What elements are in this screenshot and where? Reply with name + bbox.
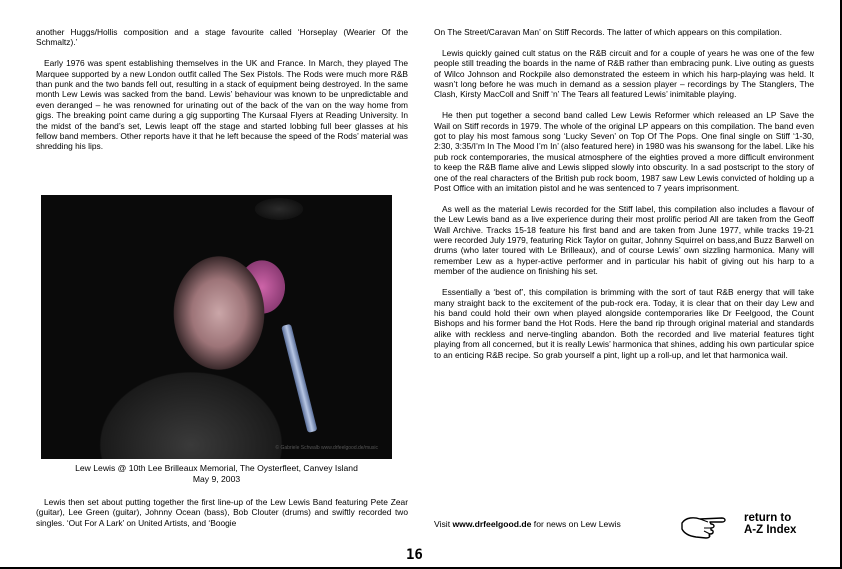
- right-paragraph-2: Lewis quickly gained cult status on the R&B circuit and for a couple of years he was one of the few people still treading the boards in the name of R&B rather than embracing punk. Live outing as guests of Wilco Johnson and Rockpile also demonstrated the esteem in which his harp-playing was held. It wasn’t long before he was much in demand as a session player – recordings by The Stanglers, The Clash, Kirsty MacColl and Sniff ‘n’ The Tears all featured Lewis’ inimitable playing.: [434, 47, 814, 100]
- return-to-index-button[interactable]: [680, 507, 820, 541]
- visit-line: [434, 519, 621, 529]
- left-column-bottom: [36, 497, 408, 539]
- right-paragraph-5: Essentially a ‘best of’, this compilation is brimming with the sort of taut R&B energy that will take many straight back to the excitement of the pub-rock era. Today, it is clear that on their day Lew and his band could hold their own when played alongside contemporaries like Dr Feelgood, the Count Bishops and his former band the Hot Rods. Here the band rip through original material and standards alike with reckless and nerve-tingling abandon. Both the recorded and live material features tight playing from all concerned, but it is really Lewis’ harmonica that shines, adding his own particular spice to an enticing R&B recipe. So grab yourself a pint, light up a roll-up, and let that harmonica wail.: [434, 287, 815, 360]
- left-paragraph-3: Lewis then set about putting together the first line-up of the Lew Lewis Band featuring Pete Zear (guitar), Lee Green (guitar), Johnny Ocean (bass), Bob Clouter (drums) and swiftly recorded two singles. ‘Out For A Lark’ on United Artists, and ‘Boogie: [36, 497, 408, 528]
- photo-caption: [41, 463, 392, 485]
- right-paragraph-4: As well as the material Lewis recorded for the Stiff label, this compilation also includes a flavour of the Lew Lewis band as a live experience during their most prolific period All are taken from the Geoff Wall Archive. Tracks 15-18 feature his first band and are taken from June 1977, while tracks 19-21 were recorded July 1979, featuring Rick Taylor on guitar, Johnny Squirrel on bass,and Buzz Barwell on drums (who later toured with Le Brilleaux), and of course Lewis’ own sizzling harmonica. Many will remember Lew as a hyper-active performer and in particular his habit of giving out his harp to a member of the audience on finishing his set.: [434, 203, 814, 277]
- pointing-hand-icon: [680, 509, 738, 539]
- visit-prefix: Visit: [434, 519, 453, 529]
- return-line-2: A-Z Index: [744, 524, 797, 536]
- return-label: [744, 512, 796, 537]
- left-paragraph-1: another Huggs/Hollis composition and a stage favourite called ‘Horseplay (Wearier Of the Schmaltz).’: [36, 27, 408, 48]
- right-paragraph-1: On The Street/Caravan Man’ on Stiff Records. The latter of which appears on this compilation.: [434, 27, 782, 37]
- right-paragraph-3: He then put together a second band called Lew Lewis Reformer which released an LP Save the Wail on Stiff records in 1979. The whole of the original LP appears on this compilation. The band even got to play his most famous song ‘Lucky Seven’ on Top Of The Pops. One final single on Stiff ‘1-30, 2:30, 3:35/I’m In The Mood I’m In’ (also featured here) in 1980 was his swansong for the label. Like his pub rock contemporaries, the musical atmosphere of the eighties proved a more difficult environment to keep the R&B flame alive and Lewis slipped slowly into obscurity. In a sad postscript to the story of one of the real characters of the British pub rock boom, 1987 saw Lew Lewis convicted of holding up a Post Office with an imitation pistol and he was sentenced to 7 years imprisonment.: [434, 110, 814, 194]
- caption-line-2: May 9, 2003: [192, 474, 241, 484]
- lew-lewis-photo: [41, 195, 392, 459]
- website-link[interactable]: www.drfeelgood.de: [452, 519, 532, 529]
- caption-line-1: Lew Lewis @ 10th Lee Brilleaux Memorial, The Oysterfleet, Canvey Island: [75, 463, 358, 473]
- return-line-1: return to: [744, 511, 792, 524]
- microphone-shape: [281, 324, 317, 433]
- page-number: 16: [406, 547, 423, 563]
- visit-suffix: for news on Lew Lewis: [531, 519, 621, 529]
- left-paragraph-2: Early 1976 was spent establishing themselves in the UK and France. In March, they played The Marquee supported by a new London outfit called The Sex Pistols. The Rods were much more R&B than punk and the two bands fell out, resulting in a stack of equipment being destroyed. In the same month Lew Lewis was sacked from the band. Lewis’ behaviour was known to be unpredictable and even deranged – he was renowned for urinating out of the back of the van on the way home from gigs. The breaking point came during a gig supporting The Kursaal Flyers at Reading University. In the midst of the band’s set, Lewis leapt off the stage and started lobbing full beer glasses at his fellow band members. Other reports have it that he left because the speed of the Rods’ material was shredding his lips.: [36, 58, 408, 152]
- right-column: [434, 27, 814, 370]
- left-column: [36, 27, 408, 162]
- photo-credit: © Gabriele Schwalb www.drfeelgood.de/music: [275, 445, 378, 451]
